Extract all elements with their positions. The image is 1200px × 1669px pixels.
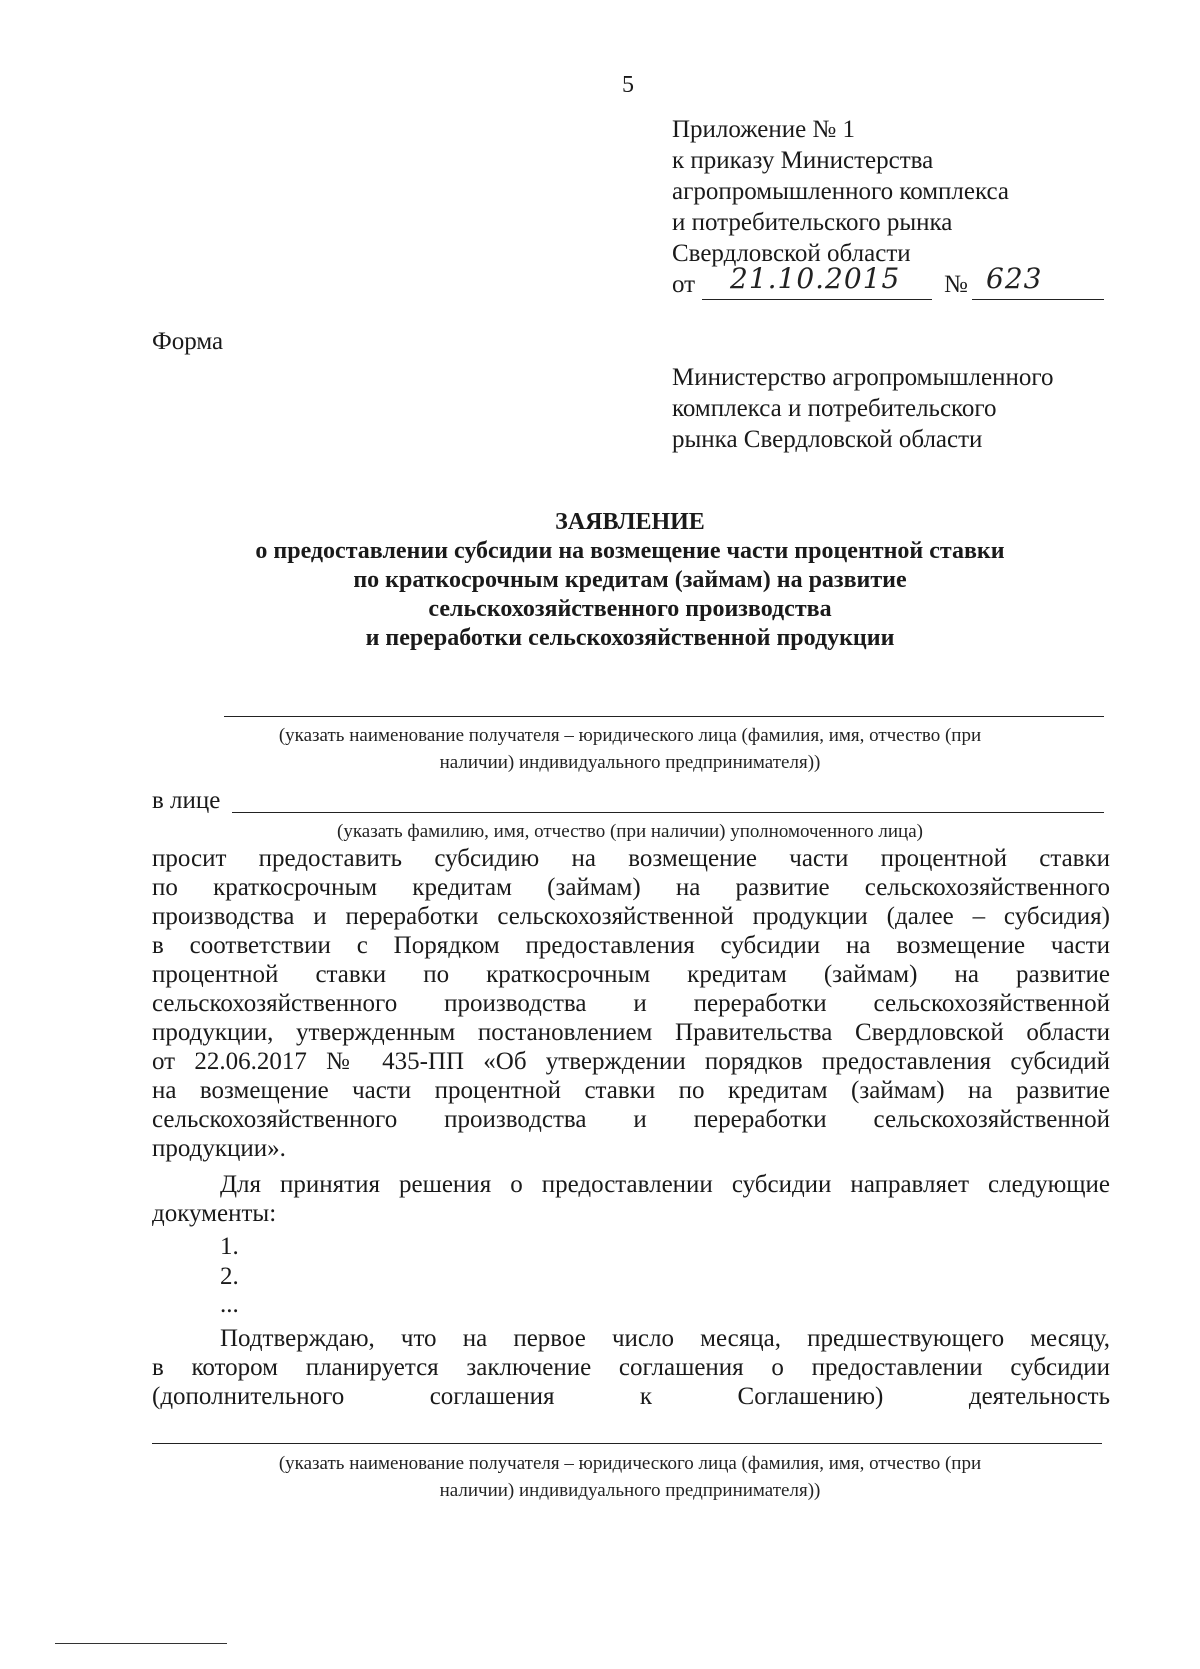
number-underline bbox=[972, 299, 1104, 300]
paragraph-line: Для принятия решения о предоставлении субсидии направляет следующие bbox=[220, 1171, 1110, 1198]
in-person-label: в лице bbox=[152, 787, 221, 814]
caption-line: (указать наименование получателя – юридического лица (фамилия, имя, отчество (при bbox=[278, 1453, 982, 1474]
paragraph-line: (дополнительного соглашения к Соглашению) деятельность bbox=[152, 1383, 1110, 1410]
paragraph-line: просит предоставить субсидию на возмещение части процентной ставки bbox=[152, 845, 1110, 872]
caption-line: наличии) индивидуального предпринимателя)) bbox=[439, 752, 821, 773]
page-number: 5 bbox=[622, 72, 634, 98]
paragraph-line: документы: bbox=[152, 1200, 277, 1227]
paragraph-line: Подтверждаю, что на первое число месяца, предшествующего месяцу, bbox=[220, 1325, 1110, 1352]
recipient-line: комплекса и потребительского bbox=[672, 395, 997, 422]
appendix-line: к приказу Министерства bbox=[672, 147, 934, 174]
appendix-line: агропромышленного комплекса bbox=[672, 178, 1010, 205]
list-item: 2. bbox=[220, 1263, 239, 1290]
paragraph-line: от 22.06.2017 № 435-ПП «Об утверждении порядков предоставления субсидий bbox=[152, 1048, 1110, 1075]
title-subtitle-line: по краткосрочным кредитам (займам) на развитие bbox=[353, 567, 907, 593]
recipient-name-line bbox=[224, 716, 1104, 717]
paragraph-line: по краткосрочным кредитам (займам) на развитие сельскохозяйственного bbox=[152, 874, 1110, 901]
date-prefix: от bbox=[672, 271, 696, 298]
recipient-block bbox=[672, 362, 1053, 455]
order-date-number-row bbox=[672, 262, 1043, 300]
appendix-line: и потребительского рынка bbox=[672, 209, 953, 236]
date-underline bbox=[702, 299, 932, 300]
handwritten-date: 21.10.2015 bbox=[730, 262, 901, 295]
caption-line: наличии) индивидуального предпринимателя)) bbox=[439, 1480, 821, 1501]
number-prefix: № bbox=[944, 271, 968, 298]
title-subtitle-line: сельскохозяйственного производства bbox=[428, 596, 832, 622]
recipient-line: Министерство агропромышленного bbox=[672, 364, 1054, 391]
list-item: 1. bbox=[220, 1233, 239, 1260]
in-person-line bbox=[232, 812, 1104, 813]
paragraph-line: процентной ставки по краткосрочным кредитам (займам) на развитие bbox=[152, 961, 1110, 988]
list-item: ... bbox=[220, 1291, 239, 1318]
caption-line: (указать наименование получателя – юридического лица (фамилия, имя, отчество (при bbox=[278, 725, 982, 746]
footnote-separator bbox=[55, 1643, 227, 1644]
recipient-line: рынка Свердловской области bbox=[672, 426, 983, 453]
document-title bbox=[150, 508, 1110, 653]
paragraph-line: сельскохозяйственного производства и переработки сельскохозяйственной bbox=[152, 990, 1110, 1017]
handwritten-number: 623 bbox=[986, 262, 1043, 295]
paragraph-line: продукции, утвержденным постановлением Правительства Свердловской области bbox=[152, 1019, 1110, 1046]
paragraph-line: в котором планируется заключение соглашения о предоставлении субсидии bbox=[152, 1354, 1110, 1381]
recipient-name-line-2 bbox=[152, 1443, 1102, 1444]
recipient-caption-2 bbox=[150, 1450, 1110, 1504]
title-subtitle-line: о предоставлении субсидии на возмещение части процентной ставки bbox=[255, 538, 1005, 564]
form-label: Форма bbox=[152, 328, 224, 355]
paragraph-line: на возмещение части процентной ставки по кредитам (займам) на развитие bbox=[152, 1077, 1110, 1104]
paragraph-line: продукции». bbox=[152, 1135, 286, 1162]
appendix-line: Приложение № 1 bbox=[672, 116, 856, 143]
title-main: ЗАЯВЛЕНИЕ bbox=[555, 509, 705, 535]
paragraph-line: сельскохозяйственного производства и переработки сельскохозяйственной bbox=[152, 1106, 1110, 1133]
appendix-block bbox=[672, 114, 1043, 300]
appendix-line: Свердловской области bbox=[672, 240, 911, 267]
recipient-caption bbox=[150, 722, 1110, 776]
title-subtitle-line: и переработки сельскохозяйственной продукции bbox=[365, 625, 895, 651]
paragraph-line: в соответствии с Порядком предоставления субсидии на возмещение части bbox=[152, 932, 1110, 959]
paragraph-line: производства и переработки сельскохозяйственной продукции (далее – субсидия) bbox=[152, 903, 1110, 930]
person-caption: (указать фамилию, имя, отчество (при наличии) уполномоченного лица) bbox=[337, 821, 923, 842]
